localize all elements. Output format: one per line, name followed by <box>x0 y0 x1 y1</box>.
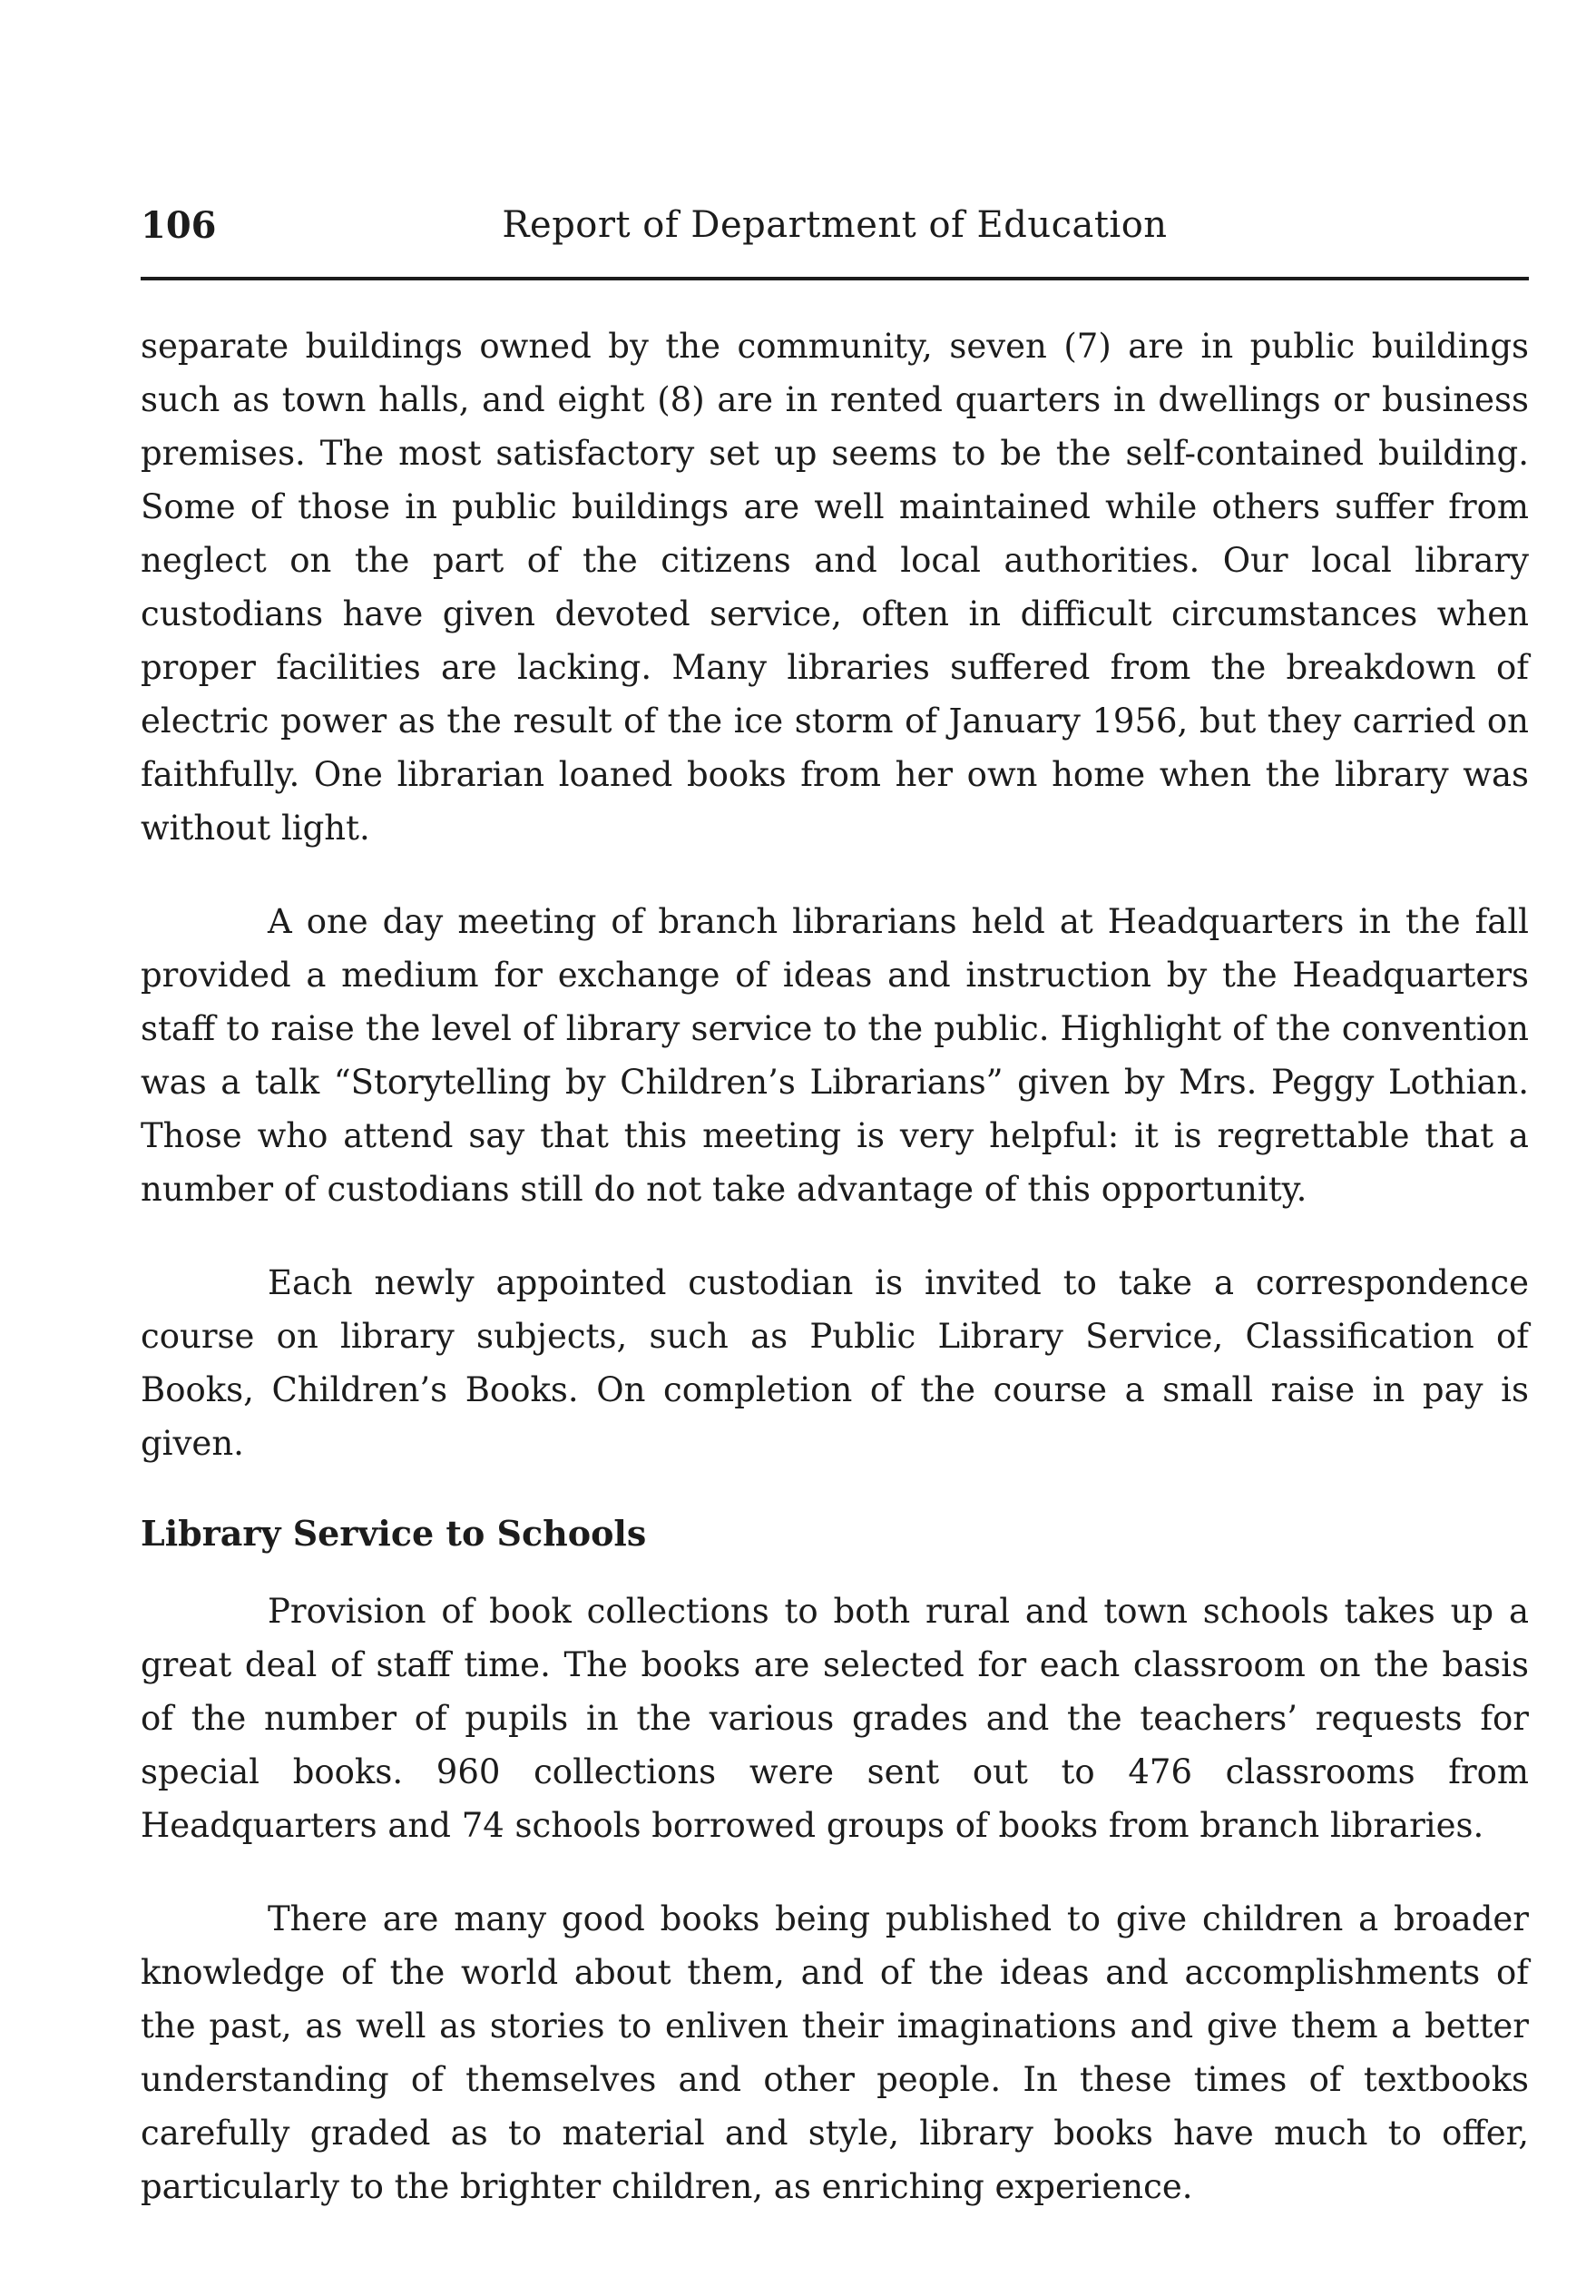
body-text <box>141 319 1529 2213</box>
page-header <box>141 204 1529 259</box>
page-number: 106 <box>141 204 217 247</box>
paragraph-school-collections: Provision of book collections to both rural and town schools takes up a great deal of staff time. The books are selected for each classroom on the basis of the number of pupils in the various grades and the teachers’ requests for special books. 960 collections were sent out to 476 classrooms from Headquarters and 74 schools borrowed groups of books from branch libraries. <box>141 1592 1529 1845</box>
paragraph-childrens-books: There are many good books being published to give children a broader knowledge of the world about them, and of the ideas and accomplishments of the past, as well as stories to enliven their imaginations and give them a better understanding of themselves and other people. In these times of textbooks carefully graded as to material and style, library books have much to offer, particularly to the brighter children, as enriching experience. <box>141 1899 1529 2206</box>
running-title: Report of Department of Education <box>502 204 1168 246</box>
header-rule <box>141 277 1529 280</box>
section-heading: Library Service to Schools <box>141 1513 647 1554</box>
paragraph-correspondence-course: Each newly appointed custodian is invited to take a correspondence course on library subjects, such as Public Library Service, Classification of Books, Children’s Books. On completion of the course a small raise in pay is given. <box>141 1263 1529 1463</box>
paragraph-library-buildings: separate buildings owned by the community, seven (7) are in public buildings such as town halls, and eight (8) are in rented quarters in dwellings or business premises. The most satisfactory set up seems to be the self-contained building. Some of those in public buildings are well maintained while others suffer from neglect on the part of the citizens and local authorities. Our local library custodians have given devoted service, often in difficult circumstances when proper facilities are lacking. Many libraries suffered from the breakdown of electric power as the result of the ice storm of January 1956, but they carried on faithfully. One librarian loaned books from her own home when the library was without light. <box>141 327 1529 848</box>
paragraph-branch-meeting: A one day meeting of branch librarians held at Headquarters in the fall provided a medium for exchange of ideas and instruction by the Headquarters staff to raise the level of library service to the public. Highlight of the convention was a talk “Storytelling by Children’s Librarians” given by Mrs. Peggy Lothian. Those who attend say that this meeting is very helpful: it is regrettable that a number of custodians still do not take advantage of this opportunity. <box>141 902 1529 1209</box>
